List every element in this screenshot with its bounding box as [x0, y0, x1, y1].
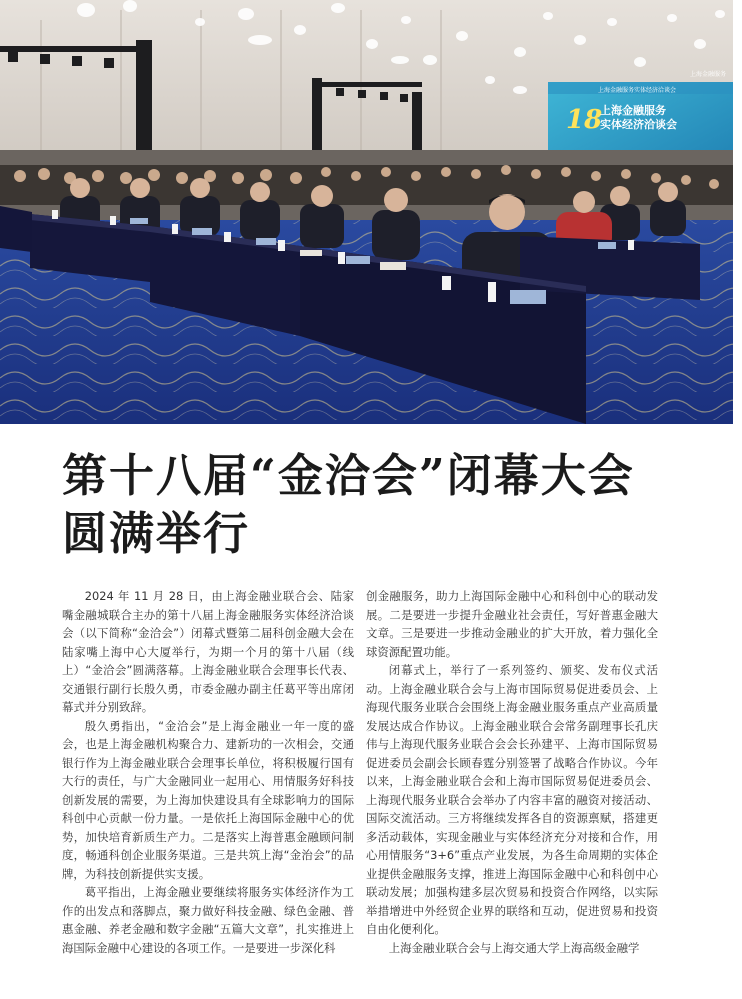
screen-side-label: 上海金融服务: [690, 71, 727, 78]
conference-photo-illustration: [0, 0, 733, 424]
conference-photo: [0, 0, 733, 424]
paragraph: 闭幕式上，举行了一系列签约、颁奖、发布仪式活动。上海金融业联合会与上海市国际贸易促进委员会、上海现代服务业联合会围绕上海金融业服务重点产业高质量发展达成合作协议。上海金融业联合会常务副理事长孔庆伟与上海现代服务业联合会会长孙建平、上海市国际贸易促进委员会副会长顾春霆分别签署了战略合作协议。今年以来，上海金融业联合会和上海市国际贸易促进委员会、上海现代服务业联合会举办了内容丰富的融资对接活动、国际交流活动。三方将继续发挥各自的资源禀赋，搭建更多活动载体，实现金融业与实体经济充分对接和合作，用心用情服务“3+6”重点产业发展，为各生命周期的实体企业提供金融服务支撑，推进上海国际金融中心和科创中心联动发展；加强构建多层次贸易和投资合作网络，以实际举措增进中外经贸企业界的联络和互动，促进贸易和投资自由化便利化。: [366, 663, 658, 936]
paragraph: 殷久勇指出，“金洽会”是上海金融业一年一度的盛会，也是上海金融机构聚合力、建新功的一次相会，交通银行作为上海金融业联合会理事长单位，将积极履行国有大行的责任，与广大金融同业一起用心、用情服务好科技创新发展的需要，为上海加快建设具有全球影响力的国际科创中心贡献一份力量。一是依托上海国际金融中心的优势，加快培育新质生产力。二是落实上海普惠金融顾问制度，畅通科创企业服务渠道。三是共筑上海“金治会”的品牌，为科技创新提供实支援。: [62, 718, 354, 881]
screen-event-line: 上海金融服务实体经济洽谈会: [598, 87, 677, 94]
article-body-right-column: [366, 587, 658, 957]
article-title: [62, 447, 702, 563]
screen-number: 18: [566, 105, 603, 135]
paragraph: 2024 年 11 月 28 日，由上海金融业联合会、陆家嘴金融城联合主办的第十八届上海金融服务实体经济洽谈会（以下简称“金洽会”）闭幕式暨第二届科创金融大会在陆家嘴上海中心大厦举行，为期一个月的第十八届（线上）“金洽会”圆满落幕。上海金融业联合会理事长代表、交通银行副行长殷久勇，市委金融办副主任葛平等出席闭幕式并分别致辞。: [62, 589, 354, 714]
article-body-left-column: [62, 587, 354, 957]
paragraph: 上海金融业联合会与上海交通大学上海高级金融学: [388, 940, 640, 955]
article-title-line2: 圆满举行: [62, 507, 251, 560]
screen-title-line2: 实体经济洽谈会: [600, 118, 677, 131]
screen-title-line1: 上海金融服务: [600, 104, 666, 117]
article-title-line1: 第十八届“金洽会”闭幕大会: [62, 449, 635, 502]
paragraph: 创金融服务，助力上海国际金融中心和科创中心的联动发展。二是要进一步提升金融业社会责任，写好普惠金融大文章。三是要进一步推动金融业的扩大开放，着力强化全球资源配置功能。: [366, 589, 658, 659]
paragraph: 葛平指出，上海金融业要继续将服务实体经济作为工作的出发点和落脚点，聚力做好科技金融、绿色金融、普惠金融、养老金融和数字金融“五篇大文章”，扎实推进上海国际金融中心建设的各项工作。一是要进一步深化科: [62, 885, 354, 955]
